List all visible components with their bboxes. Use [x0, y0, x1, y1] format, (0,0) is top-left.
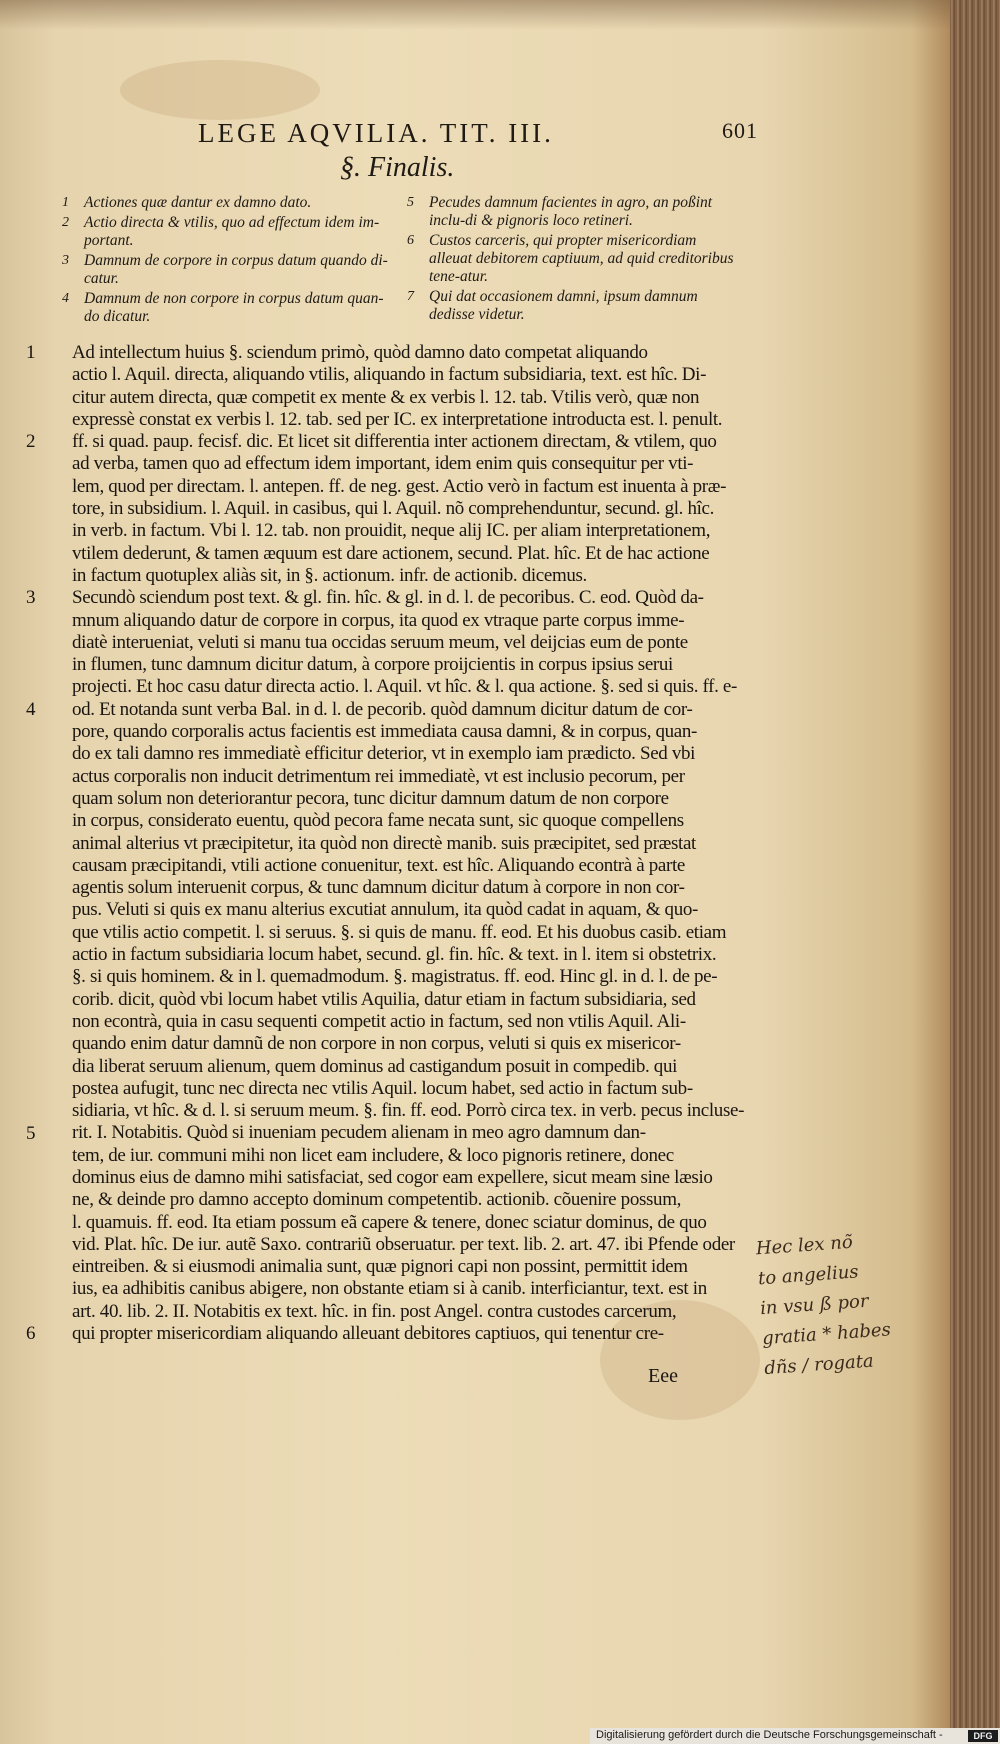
summary-item	[60, 214, 390, 250]
text-line: in verb. in factum. Vbi l. 12. tab. non prouidit, neque alij IC. per aliam interpretationem,	[72, 520, 711, 542]
text-line: tem, de iur. communi mihi non licet eam includere, & loco pignoris retinere, donec	[72, 1144, 674, 1166]
text-line: postea aufugit, tunc nec directa nec vtilis Aquil. locum habet, sed actio in factum sub-	[72, 1077, 693, 1099]
text-line: in factum quotuplex aliàs sit, in §. actionum. infr. de actionib. dicemus.	[72, 564, 587, 586]
summary-item	[405, 194, 735, 230]
text-line: que vtilis actio competit. l. si seruus. §. si quis de manu. ff. eod. Et his duobus casib. etiam	[72, 921, 727, 943]
text-line: ne, & deinde pro damno accepto dominum competentib. actionib. cõuenire possum,	[72, 1189, 682, 1211]
text-line: sidiaria, vt hîc. & d. l. si seruum meum. §. fin. ff. eod. Porrò circa tex. in verb. pecus incluse-	[72, 1100, 744, 1122]
page-edge	[950, 0, 1000, 1744]
digitization-credit: Digitalisierung gefördert durch die Deutsche Forschungsgemeinschaft -	[596, 1729, 943, 1741]
margin-number: 2	[26, 431, 36, 453]
margin-number: 1	[26, 342, 36, 363]
summary-item-number: 3	[62, 253, 69, 268]
running-head	[198, 118, 758, 152]
paper-stain	[120, 60, 320, 120]
text-line: ius, ea adhibitis canibus abigere, non obstante etiam si à canib. interficiantur, text. est in	[72, 1278, 707, 1300]
summary-item-text: Actio directa & vtilis, quo ad effectum idem im-portant.	[84, 214, 380, 249]
text-line: quando enim datur damnũ de non corpore in non corpus, veluti si quis ex misericor-	[72, 1033, 681, 1055]
text-line: quam solum non deteriorantur pecora, tunc dicitur damnum datum de non corpore	[72, 787, 669, 809]
text-line: mnum aliquando datur de corpore in corpus, ita quod ex vtraque parte corpus imme-	[72, 609, 685, 631]
margin-number: 4	[26, 698, 36, 720]
handwritten-line: gratia * habes	[761, 1319, 892, 1350]
summary-item	[60, 194, 390, 212]
summary-item-text: Actiones quæ dantur ex damno dato.	[84, 194, 312, 211]
page-top-shadow	[0, 0, 950, 30]
catchword: Eee	[648, 1365, 678, 1387]
summary-item-text: Custos carceris, qui propter misericordiam alleuat debitorem captiuum, ad quid creditoribus tene-atur.	[429, 232, 734, 285]
text-line: non econtrà, quia in casu sequenti competit actio in factum, sed non vtilis Aquil. Ali-	[72, 1010, 686, 1032]
text-line: dia liberat seruum alienum, quem dominus ad castigandum posuit in compedib. qui	[72, 1055, 678, 1077]
summary-item-number: 6	[407, 233, 414, 248]
summary-item	[405, 288, 735, 324]
text-line: vtilem dederunt, & tamen æquum est dare actionem, secund. Plat. hîc. Et de hac actione	[72, 542, 710, 564]
text-line: dominus eius de damno mihi satisfaciat, sed cogor eam expellere, sicut meam sine læsio	[72, 1166, 713, 1188]
text-line: projecti. Et hoc casu datur directa actio. l. Aquil. vt hîc. & l. qua actione. §. sed si quis. ff. e-	[72, 676, 737, 698]
text-line: actio in factum subsidiaria locum habet, secund. gl. fin. hîc. & text. in l. item si obstetrix.	[72, 944, 717, 966]
summary-item	[60, 252, 390, 288]
dfg-logo: DFG	[968, 1730, 998, 1742]
summary-item-number: 4	[62, 291, 69, 306]
summary-item	[405, 232, 735, 286]
summary-item-text: Damnum de non corpore in corpus datum quan-do dicatur.	[84, 290, 384, 325]
handwritten-line: Hec lex nõ	[755, 1231, 854, 1260]
digitization-credit-bar	[590, 1728, 1000, 1744]
text-line: od. Et notanda sunt verba Bal. in d. l. de pecorib. quòd damnum dicitur datum de cor-	[72, 698, 693, 720]
summary-item-number: 7	[407, 289, 414, 304]
summary-item-text: Pecudes damnum facientes in agro, an poßint inclu-di & pignoris loco retineri.	[429, 194, 713, 229]
text-line: ff. si quad. paup. fecisf. dic. Et licet sit differentia inter actionem directam, & vtilem, quo	[72, 431, 717, 453]
body-text	[72, 342, 744, 1345]
text-line: in flumen, tunc damnum dicitur datum, à corpore proijcientis in corpus ipsius serui	[72, 654, 673, 676]
summary-item-number: 2	[62, 215, 69, 230]
text-line: §. si quis hominem. & in l. quemadmodum. §. magistratus. ff. eod. Hinc gl. in d. l. de pe-	[72, 966, 718, 988]
margin-number: 5	[26, 1122, 36, 1144]
handwritten-line: dñs / rogata	[763, 1350, 875, 1380]
summary-item-number: 5	[407, 195, 414, 210]
handwritten-annotation	[755, 1222, 945, 1384]
summary-column-right	[405, 194, 735, 326]
text-line: animal alterius vt præcipitetur, ita quòd non directè manib. suis præcipitet, sed præstat	[72, 832, 696, 854]
summary-item-number: 1	[62, 195, 69, 210]
text-line: qui propter misericordiam aliquando alleuant debitores captiuos, qui tenentur cre-	[72, 1323, 664, 1345]
handwritten-line: to angelius	[757, 1261, 860, 1290]
handwritten-line: in vsu ß por	[759, 1290, 870, 1320]
text-line: Secundò sciendum post text. & gl. fin. hîc. & gl. in d. l. de pecoribus. C. eod. Quòd da-	[72, 587, 704, 609]
text-line: lem, quod per directam. l. antepen. ff. de neg. gest. Actio verò in factum est inuenta à præ-	[72, 475, 727, 497]
summary-item	[60, 290, 390, 326]
text-line: ad verba, tamen quo ad effectum idem important, idem enim quis consequitur per vti-	[72, 453, 694, 475]
text-line: in corpus, considerato euentu, quòd pecora fame necata sunt, sic quoque compellens	[72, 810, 684, 832]
text-line: art. 40. lib. 2. II. Notabitis ex text. hîc. in fin. post Angel. contra custodes carcerum,	[72, 1300, 677, 1322]
summary-item-text: Qui dat occasionem damni, ipsum damnum dedisse videtur.	[429, 288, 698, 323]
text-line: causam præcipitandi, vtili actione conuenitur, text. est hîc. Aliquando econtrà à parte	[72, 854, 685, 876]
page-number: 601	[722, 118, 758, 143]
margin-number: 3	[26, 587, 36, 609]
summary-item-text: Damnum de corpore in corpus datum quando di-catur.	[84, 252, 388, 287]
section-title: §. Finalis.	[340, 152, 455, 183]
text-line: pore, quando corporalis actus facientis est immediata causa damni, & in corpus, quan-	[72, 721, 698, 743]
text-line: actio l. Aquil. directa, aliquando vtilis, aliquando in factum subsidiaria, text. est hîc. Di-	[72, 364, 707, 386]
text-line: eintreiben. & si eiusmodi animalia sunt, quæ pignori capi non possint, permittit idem	[72, 1256, 688, 1278]
text-line: rit. I. Notabitis. Quòd si inueniam pecudem alienam in meo agro damnum dan-	[72, 1122, 646, 1144]
running-title: LEGE AQVILIA. TIT. III.	[198, 118, 554, 148]
text-line: diatè interueniat, veluti si manu tua occidas seruum meum, vel deijcias eum de ponte	[72, 631, 688, 653]
text-line: actus corporalis non inducit detrimentum rei immediatè, vt est inclusio pecorum, per	[72, 765, 685, 787]
text-line: l. quamuis. ff. eod. Ita etiam possum eã capere & tenere, donec sciatur dominus, de quo	[72, 1211, 707, 1233]
text-line: do ex tali damno res immediatè efficitur deterior, vt in exemplo iam prædicto. Sed vbi	[72, 743, 696, 765]
text-line: corib. dicit, quòd vbi locum habet vtilis Aquilia, datur etiam in factum subsidiaria, sed	[72, 988, 696, 1010]
text-line: tore, in subsidium. l. Aquil. in casibus, qui l. Aquil. nõ comprehenduntur, secund. gl. hîc.	[72, 498, 715, 520]
text-line: expressè constat ex verbis l. 12. tab. sed per IC. ex interpretatione introducta est. l. penult.	[72, 408, 723, 430]
text-line: citur autem directa, quæ competit ex mente & ex verbis l. 12. tab. Vtilis verò, quæ non	[72, 386, 700, 408]
summary-column-left	[60, 194, 390, 328]
text-line: Ad intellectum huius §. sciendum primò, quòd damno dato competat aliquando	[72, 342, 648, 363]
text-line: pus. Veluti si quis ex manu alterius excutiat annulum, ita quòd cadat in aquam, & quo-	[72, 899, 698, 921]
text-line: agentis solum interuenit corpus, & tunc damnum dicitur datum à corpore in non cor-	[72, 877, 685, 899]
text-line: vid. Plat. hîc. De iur. autẽ Saxo. contrariũ obseruatur. per text. lib. 2. art. 47. ibi Pfende oder	[72, 1233, 735, 1255]
margin-number: 6	[26, 1323, 36, 1345]
